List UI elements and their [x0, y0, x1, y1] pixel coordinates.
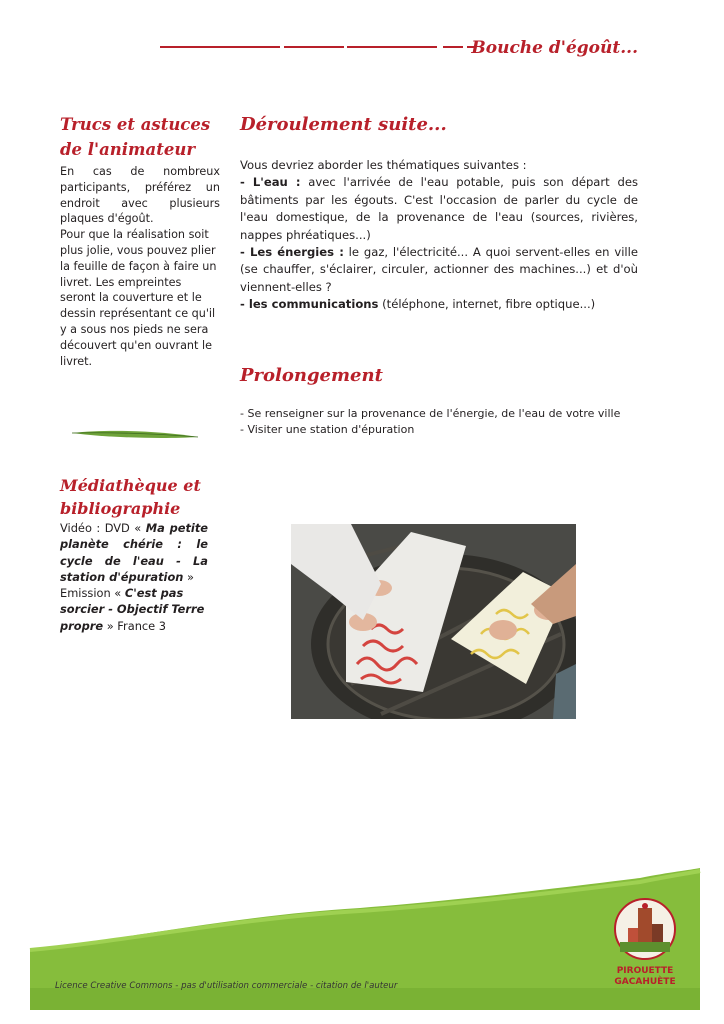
- tips-paragraph-2: Pour que la réalisation soit plus jolie, vous pouvez plier la feuille de façon à faire un livret. Les empreintes seront la couverture et le dessin représentant ce qu'il y a sous nos pieds ne sera découvert qu'en ouvrant le livret.: [60, 228, 217, 368]
- header-rule: [160, 45, 475, 49]
- prolongement-section: [240, 364, 638, 438]
- tips-title-line1: Trucs et astuces: [60, 115, 211, 134]
- media-video-title: Ma petite planète chérie : le cycle de l'eau - La station d'épuration: [60, 521, 208, 584]
- tips-paragraph-1: En cas de nombreux participants, préférez un endroit avec plusieurs plaques d'égoût.: [60, 165, 220, 226]
- logo-wordmark: [604, 966, 686, 988]
- media-section: [60, 474, 208, 634]
- deroulement-section: [240, 113, 638, 314]
- media-title-line2: bibliographie: [60, 499, 181, 518]
- media-video-suffix: »: [183, 569, 194, 584]
- deroulement-title: Déroulement suite...: [240, 114, 447, 135]
- media-title-line1: Médiathèque et: [60, 476, 201, 495]
- media-emission-prefix: Emission «: [60, 586, 125, 601]
- item-energies-label: - Les énergies :: [240, 245, 344, 260]
- media-video-prefix: Vidéo : DVD «: [60, 521, 146, 535]
- media-video: [60, 520, 208, 585]
- deroulement-item-communications: [240, 296, 638, 313]
- media-title: [60, 474, 208, 520]
- leaf-divider-icon: [70, 427, 200, 441]
- pirouette-gacahuete-logo-icon: [614, 898, 676, 960]
- media-emission-title: C'est pas sorcier - Objectif Terre propre: [60, 586, 205, 633]
- media-emission: [60, 585, 208, 634]
- item-eau-text: avec l'arrivée de l'eau potable, puis son départ des bâtiments par les égouts. C'est l'occasion de parler du cycle de l'eau domestique, de la provenance de l'eau (sources, rivières, nappes phréatiques...): [240, 175, 638, 242]
- prolongement-item-1: - Se renseigner sur la provenance de l'énergie, de l'eau de votre ville: [240, 407, 621, 420]
- tips-title-line2: de l'animateur: [60, 140, 196, 159]
- media-emission-suffix: » France 3: [103, 618, 167, 633]
- tips-section: [60, 112, 220, 369]
- item-energies-text: le gaz, l'électricité... A quoi servent-elles en ville (se chauffer, s'éclairer, circuler, actionner des machines...) et d'où viennent-elles ?: [240, 245, 638, 294]
- license-text: Licence Creative Commons - pas d'utilisation commerciale - citation de l'auteur: [55, 981, 398, 991]
- prolongement-item-2: - Visiter une station d'épuration: [240, 423, 415, 436]
- tips-title: [60, 112, 220, 162]
- deroulement-item-eau: [240, 174, 638, 244]
- page-title: Bouche d'égoût...: [471, 38, 638, 58]
- deroulement-intro: Vous devriez aborder les thématiques suivantes :: [240, 158, 527, 172]
- logo-line-1: PIROUETTE: [616, 966, 674, 976]
- deroulement-item-energies: [240, 244, 638, 296]
- item-communications-label: - les communications: [240, 297, 379, 312]
- item-eau-label: - L'eau :: [240, 175, 301, 190]
- photo-manhole-rubbing: [291, 524, 576, 719]
- prolongement-title: Prolongement: [240, 365, 383, 386]
- logo-line-2: GACAHUÈTE: [614, 977, 676, 987]
- item-communications-text: (téléphone, internet, fibre optique...): [378, 297, 596, 312]
